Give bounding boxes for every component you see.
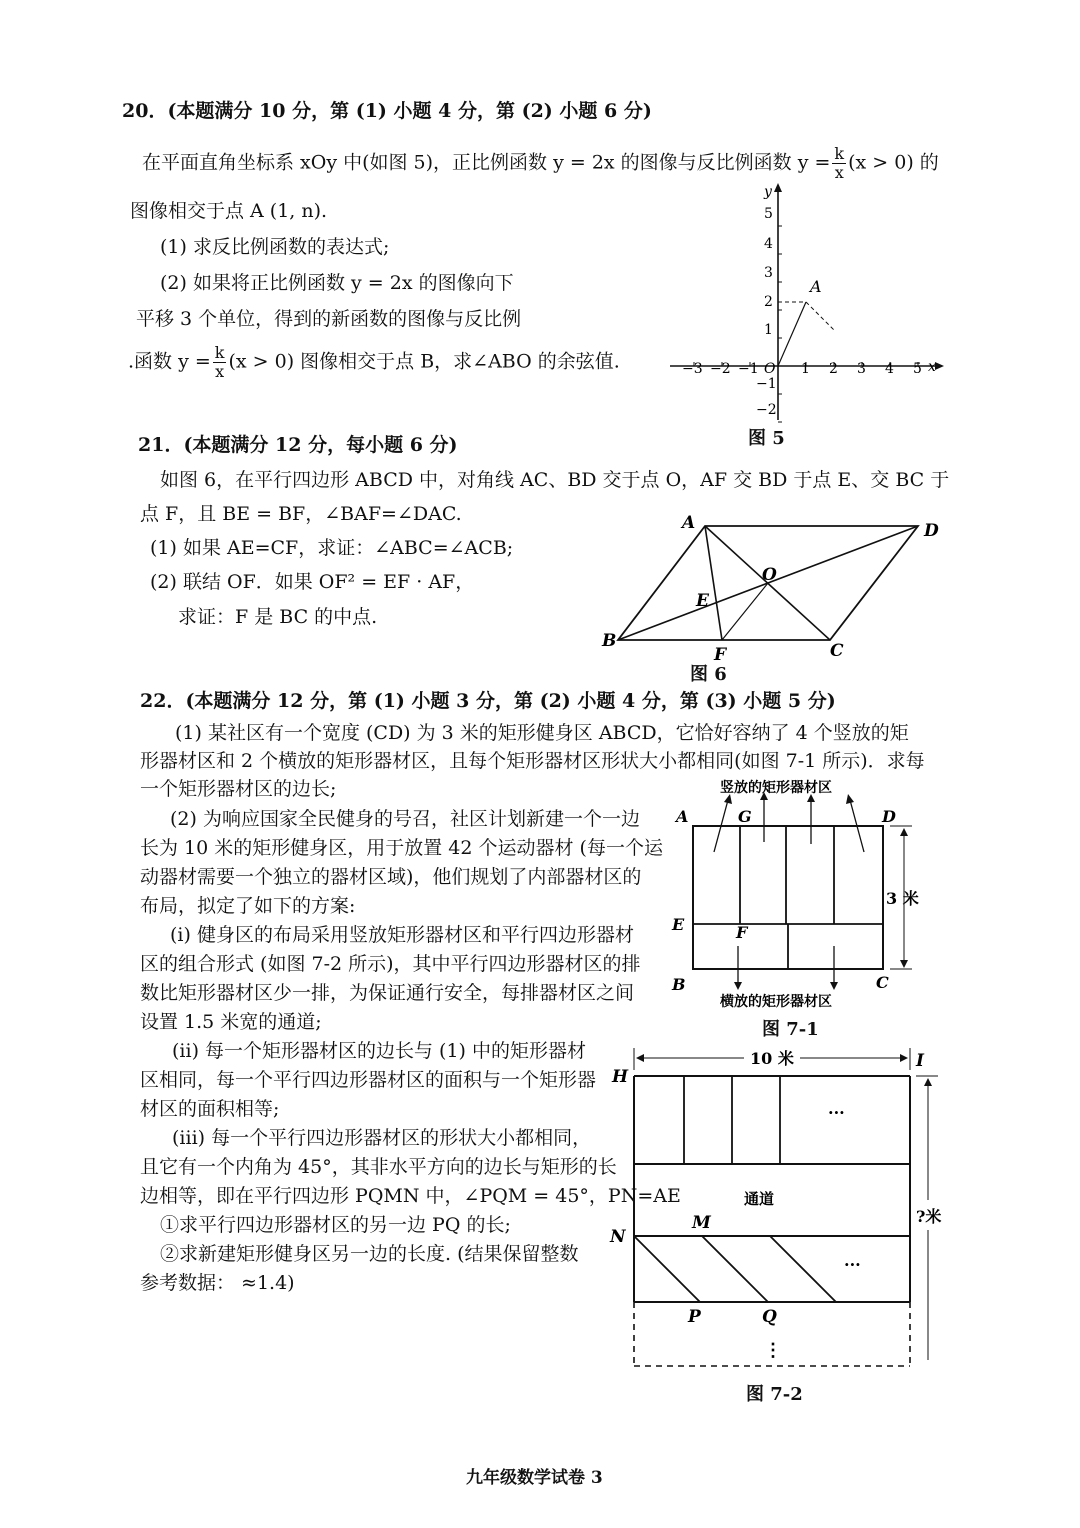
x-tick-neg1: −1 [738, 361, 759, 377]
q20-frac2-den: x [215, 362, 225, 381]
x-tick-1: 1 [801, 361, 810, 377]
rect-row-ellipsis: ··· [828, 1103, 845, 1122]
x-axis-label: x [928, 359, 936, 375]
hyperbola-sketch [806, 302, 834, 330]
q20-stem [142, 145, 939, 182]
fig71-point-f: F [736, 923, 748, 942]
q22-i-line2: 区的组合形式 (如图 7-2 所示)，其中平行四边形器材区的排 [140, 953, 641, 975]
fig71-point-a: A [676, 807, 689, 826]
q22-iii-line3: 边相等，即在平行四边形 PQMN 中，∠PQM = 45°，PN=AE [140, 1185, 681, 1207]
y-tick-2: 2 [764, 294, 773, 310]
para-row-ellipsis: ··· [844, 1255, 861, 1274]
fig72-point-m: M [692, 1213, 711, 1233]
q20-sub1: (1) 求反比例函数的表达式; [160, 236, 390, 258]
y-tick-neg2: −2 [756, 402, 777, 418]
y-tick-neg1: −1 [756, 376, 777, 392]
q22-header: 22．(本题满分 12 分，第 (1) 小题 3 分，第 (2) 小题 4 分，第 (3) 小题 5 分) [140, 690, 836, 712]
figure-7-2-caption: 图 7-2 [746, 1384, 803, 1405]
fig72-point-i: I [916, 1051, 924, 1071]
q20-header: 20．(本题满分 10 分，第 (1) 小题 4 分，第 (2) 小题 6 分) [122, 100, 652, 122]
q21-stem-line2: 点 F，且 BE = BF，∠BAF=∠DAC. [140, 503, 462, 525]
point-d: D [924, 521, 939, 541]
origin-label: O [764, 361, 776, 377]
figure-7-1 [668, 776, 938, 1016]
y-tick-5: 5 [764, 206, 773, 222]
point-b: B [602, 631, 617, 651]
top-dim-arrow-right [900, 1054, 908, 1062]
q22-iii-line1: (iii) 每一个平行四边形器材区的形状大小都相同， [172, 1127, 592, 1149]
q22-p2-line3: 动器材需要一个独立的器材区域)，他们规划了内部器材区的 [140, 866, 642, 888]
width-label-3m: 3 米 [886, 889, 919, 908]
page-footer: 九年级数学试卷 3 [466, 1468, 603, 1488]
arrow-head-6 [830, 982, 838, 990]
q20-sub2-line3-b: (x > 0) 图像相交于点 B，求∠ABO 的余弦值. [228, 350, 620, 373]
point-o: O [762, 565, 777, 585]
side-dim-arrow-top [924, 1078, 932, 1086]
q22-reference-data: 参考数据： ≈1.4) [140, 1272, 295, 1294]
vertical-equipment-label: 竖放的矩形器材区 [720, 780, 832, 796]
y-axis-arrow [774, 183, 782, 192]
fig72-point-p: P [688, 1307, 701, 1327]
arrow-head-5 [734, 982, 742, 990]
top-dim-arrow-left [636, 1054, 644, 1062]
width-label-10m: 10 米 [750, 1049, 794, 1068]
q22-i-line1: (i) 健身区的布局采用竖放矩形器材区和平行四边形器材 [170, 924, 634, 946]
figure-6-caption: 图 6 [690, 664, 727, 685]
q22-p2-line2: 长为 10 米的矩形健身区，用于放置 42 个运动器材 (每一个运 [140, 837, 663, 859]
x-tick-5: 5 [913, 361, 922, 377]
q21-sub2-line2: 求证：F 是 BC 的中点. [178, 606, 378, 628]
q20-sub2-line1: (2) 如果将正比例函数 y = 2x 的图像向下 [160, 272, 514, 294]
q20-sub2-line3 [128, 344, 620, 381]
y-tick-1: 1 [764, 322, 773, 338]
fig71-point-c: C [876, 973, 889, 992]
q22-ii-line3: 材区的面积相等; [140, 1098, 280, 1120]
channel-label: 通道 [744, 1190, 775, 1208]
q22-ii-line2: 区相同，每一个平行四边形器材区的面积与一个矩形器 [140, 1069, 597, 1091]
fig71-point-g: G [738, 807, 752, 826]
q21-header: 21．(本题满分 12 分，每小题 6 分) [138, 434, 458, 456]
q22-p1-line2: 形器材区和 2 个横放的矩形器材区，且每个矩形器材区形状大小都相同(如图 7-1 所示)．求每 [140, 750, 925, 772]
q22-i-line3: 数比矩形器材区少一排，为保证通行安全，每排器材区之间 [140, 982, 635, 1004]
q22-iii-line2: 且它有一个内角为 45°，其非水平方向的边长与矩形的长 [140, 1156, 617, 1178]
arrow-head-4 [846, 794, 854, 804]
fig72-point-h: H [612, 1067, 629, 1087]
x-tick-2: 2 [829, 361, 838, 377]
q22-p2-line1: (2) 为响应国家全民健身的号召，社区计划新建一个一边 [170, 808, 640, 830]
q22-ii-line1: (ii) 每一个矩形器材区的边长与 (1) 中的矩形器材 [172, 1040, 587, 1062]
unknown-length-label: ?米 [916, 1207, 942, 1226]
q20-stem-line2: 图像相交于点 A (1, n). [130, 200, 328, 222]
figure-5 [660, 180, 950, 440]
point-f: F [714, 645, 727, 665]
q22-p2-line4: 布局，拟定了如下的方案: [140, 895, 356, 917]
q20-frac-den: x [834, 163, 844, 182]
fig71-point-b: B [672, 975, 686, 994]
q20-frac-num: k [834, 144, 845, 163]
fig72-point-n: N [610, 1227, 626, 1247]
y-axis-label: y [764, 184, 772, 200]
q22-p1-line3: 一个矩形器材区的边长; [140, 778, 337, 800]
point-a: A [682, 513, 696, 533]
segment-af [705, 526, 722, 640]
point-e: E [696, 591, 709, 611]
q21-stem-line1: 如图 6，在平行四边形 ABCD 中，对角线 AC、BD 交于点 O，AF 交 BD 于点 E、交 BC 于 [160, 469, 950, 491]
para-slant-3 [770, 1236, 836, 1302]
q20-sub2-line3-a: .函数 y = [128, 350, 211, 373]
vertical-ellipsis: ⋮ [764, 1340, 782, 1361]
proportional-line-sketch [778, 302, 806, 366]
dim-arrow-bottom [900, 960, 908, 968]
q21-sub1: (1) 如果 AE=CF，求证：∠ABC=∠ACB; [150, 537, 514, 559]
q22-i-line4: 设置 1.5 米宽的通道; [140, 1011, 322, 1033]
q22-question-1: ①求平行四边形器材区的另一边 PQ 的长; [160, 1214, 511, 1236]
y-tick-3: 3 [764, 265, 773, 281]
point-a-label: A [810, 277, 822, 296]
q20-sub2-line2: 平移 3 个单位，得到的新函数的图像与反比例 [136, 308, 522, 330]
horizontal-equipment-label: 横放的矩形器材区 [720, 994, 832, 1010]
q20-fraction-2 [213, 344, 227, 381]
q21-sub2: (2) 联结 OF．如果 OF² = EF · AF， [150, 571, 475, 593]
dim-arrow-top [900, 828, 908, 836]
figure-7-1-caption: 图 7-1 [762, 1019, 819, 1040]
fig71-point-d: D [882, 807, 896, 826]
point-c: C [830, 641, 844, 661]
para-slant-2 [702, 1236, 768, 1302]
para-slant-1 [634, 1236, 700, 1302]
fig72-point-q: Q [762, 1307, 777, 1327]
x-tick-4: 4 [885, 361, 894, 377]
q20-frac2-num: k [214, 343, 225, 362]
q20-stem-part2: (x > 0) 的 [848, 151, 939, 174]
q22-question-2: ②求新建矩形健身区另一边的长度. (结果保留整数 [160, 1243, 579, 1265]
q20-stem-part1: 在平面直角坐标系 xOy 中(如图 5)，正比例函数 y = 2x 的图像与反比例函数 y = [142, 151, 831, 174]
y-tick-4: 4 [764, 236, 773, 252]
x-tick-neg2: −2 [710, 361, 731, 377]
figure-5-caption: 图 5 [748, 428, 785, 449]
fig71-point-e: E [672, 915, 685, 934]
figure-7-2 [604, 1040, 944, 1370]
q20-fraction [832, 145, 846, 182]
figure-6 [600, 510, 960, 670]
x-tick-neg3: −3 [682, 361, 703, 377]
q22-p1-line1: (1) 某社区有一个宽度 (CD) 为 3 米的矩形健身区 ABCD，它恰好容纳了 4 个竖放的矩 [175, 722, 909, 744]
x-axis-arrow [935, 362, 944, 370]
x-tick-3: 3 [857, 361, 866, 377]
